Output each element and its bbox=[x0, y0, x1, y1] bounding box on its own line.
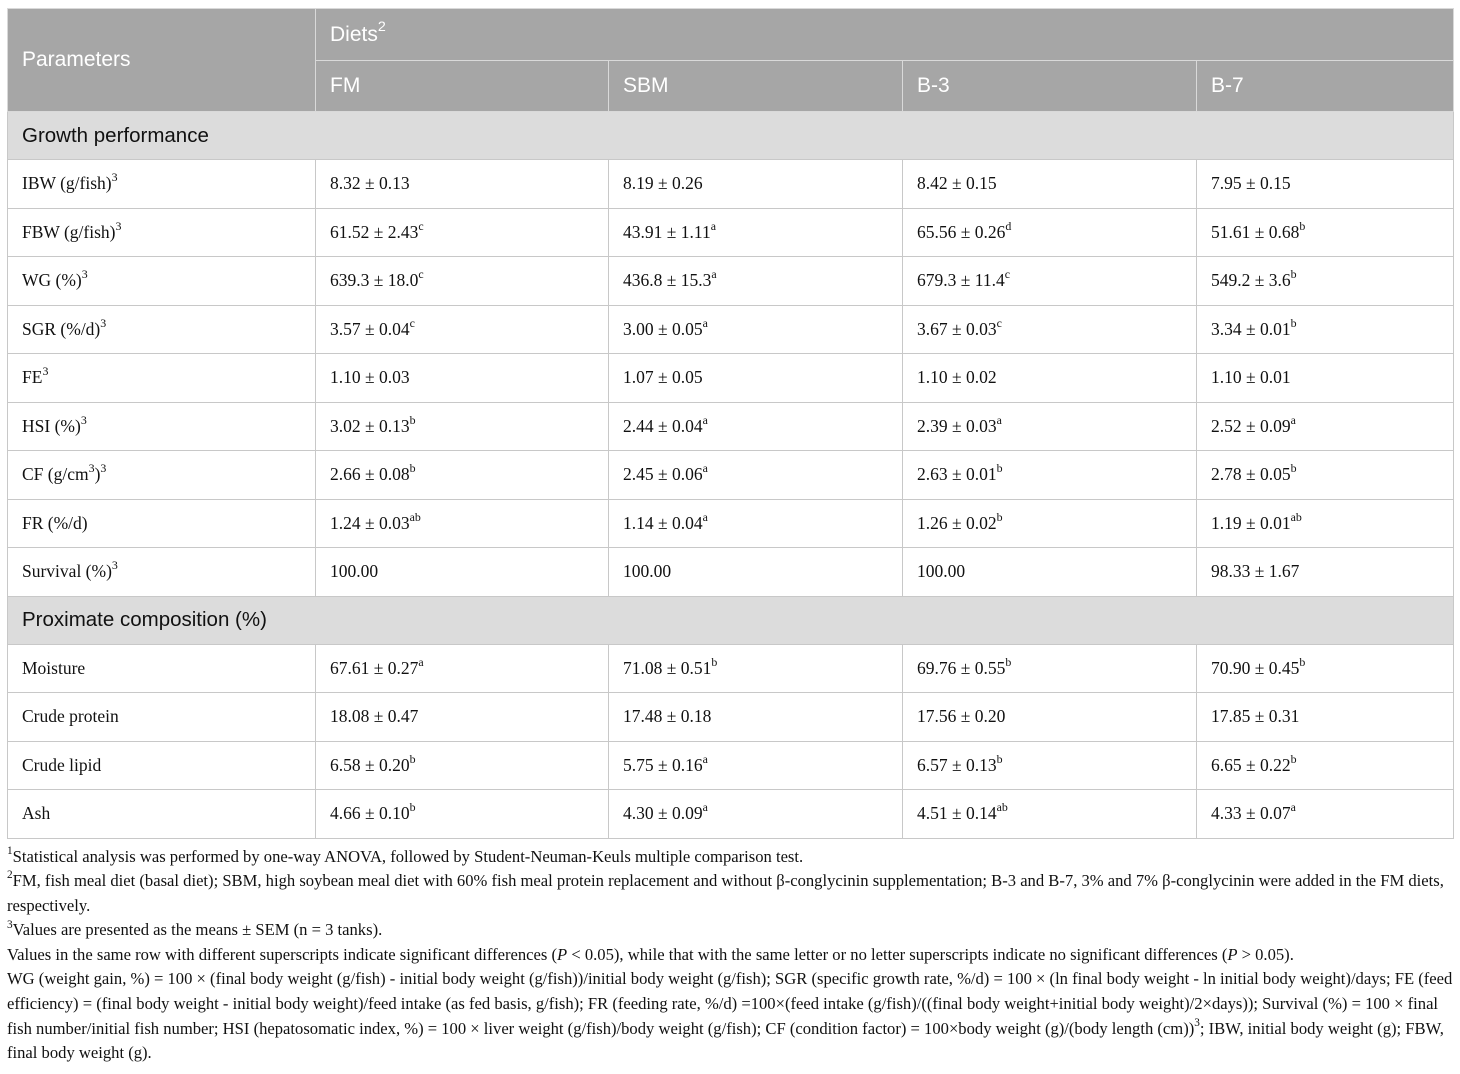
table-cell: 18.08 ± 0.47 bbox=[316, 693, 609, 742]
row-label: FBW (g/fish)$^3$ bbox=[8, 208, 316, 257]
row-label: $FE^3$ bbox=[8, 354, 316, 403]
table-row bbox=[8, 741, 1454, 790]
row-label: FR (%/d) bbox=[8, 499, 316, 548]
table-cell: 8.42 ± 0.15 bbox=[903, 160, 1197, 209]
table-row bbox=[8, 160, 1454, 209]
table-cell: 2.39 ± 0.03$^a$ bbox=[903, 402, 1197, 451]
table-cell: 2.63 ± 0.01$^b$ bbox=[903, 451, 1197, 500]
footnote-2: $^2$FM, fish meal diet (basal diet); SBM, high soybean meal diet with 60% fish meal protein replacement and without β-conglycinin supplementation; B-3 and B-7, 3% and 7% β-conglycinin were added in the FM diets, respectively. bbox=[7, 869, 1444, 915]
table-cell: 51.61 ± 0.68$^b$ bbox=[1197, 208, 1454, 257]
table-cell: 2.78 ± 0.05$^b$ bbox=[1197, 451, 1454, 500]
table-cell: 4.66 ± 0.10$^b$ bbox=[316, 790, 609, 839]
table-cell: 70.90 ± 0.45$^b$ bbox=[1197, 644, 1454, 693]
footnote-3: $^3$Values are presented as the means ± SEM (n = 3 tanks). bbox=[7, 918, 383, 940]
table-cell: 65.56 ± 0.26$^d$ bbox=[903, 208, 1197, 257]
table-cell: 1.26 ± 0.02$^b$ bbox=[903, 499, 1197, 548]
row-label: Crude lipid bbox=[8, 741, 316, 790]
results-table bbox=[7, 8, 1454, 839]
table-cell: 4.51 ± 0.14$^{ab}$ bbox=[903, 790, 1197, 839]
table-cell: 2.45 ± 0.06$^a$ bbox=[609, 451, 903, 500]
table-row bbox=[8, 644, 1454, 693]
row-label: HSI (%)$^3$ bbox=[8, 402, 316, 451]
footnote-significance: Values in the same row with different superscripts indicate significant differences (P < 0.05), while that with the same letter or no letter superscripts indicate no significant differences (P > 0.05). bbox=[7, 944, 1294, 964]
table-cell: 2.52 ± 0.09$^a$ bbox=[1197, 402, 1454, 451]
table-cell: 549.2 ± 3.6$^b$ bbox=[1197, 257, 1454, 306]
table-cell: 8.19 ± 0.26 bbox=[609, 160, 903, 209]
row-label: IBW (g/fish)$^3$ bbox=[8, 160, 316, 209]
table-row bbox=[8, 257, 1454, 306]
table-row bbox=[8, 451, 1454, 500]
table-row bbox=[8, 208, 1454, 257]
table-cell: 43.91 ± 1.11$^a$ bbox=[609, 208, 903, 257]
column-header-fm: FM bbox=[316, 61, 609, 112]
table-cell: 3.34 ± 0.01$^b$ bbox=[1197, 305, 1454, 354]
table-container bbox=[7, 8, 1453, 1066]
row-label: CF $(g/cm^3)^3$ bbox=[8, 451, 316, 500]
table-row bbox=[8, 548, 1454, 597]
table-cell: 17.85 ± 0.31 bbox=[1197, 693, 1454, 742]
parameters-header: Parameters bbox=[8, 9, 316, 112]
row-label: WG (%)$^3$ bbox=[8, 257, 316, 306]
table-cell: 3.00 ± 0.05$^a$ bbox=[609, 305, 903, 354]
table-cell: 98.33 ± 1.67 bbox=[1197, 548, 1454, 597]
table-cell: 1.24 ± 0.03$^{ab}$ bbox=[316, 499, 609, 548]
table-cell: 3.02 ± 0.13$^b$ bbox=[316, 402, 609, 451]
table-cell: 1.10 ± 0.02 bbox=[903, 354, 1197, 403]
table-cell: 4.30 ± 0.09$^a$ bbox=[609, 790, 903, 839]
table-cell: 1.19 ± 0.01$^{ab}$ bbox=[1197, 499, 1454, 548]
section-header: Proximate composition (%) bbox=[8, 596, 1454, 644]
row-label: Ash bbox=[8, 790, 316, 839]
table-cell: 6.57 ± 0.13$^b$ bbox=[903, 741, 1197, 790]
table-cell: 5.75 ± 0.16$^a$ bbox=[609, 741, 903, 790]
table-cell: 100.00 bbox=[903, 548, 1197, 597]
table-cell: 71.08 ± 0.51$^b$ bbox=[609, 644, 903, 693]
section-header: Growth performance bbox=[8, 112, 1454, 160]
table-row bbox=[8, 693, 1454, 742]
table-cell: 6.58 ± 0.20$^b$ bbox=[316, 741, 609, 790]
footnote-formulas: WG (weight gain, %) = 100 × (final body weight (g/fish) - initial body weight (g/fish))/initial body weight (g/fish); SGR (specific growth rate, %/d) = 100 × (ln final body weight - ln initial body weight)/days; FE (feed efficiency) = (final body weight - initial body weight)/feed intake (as fed basis, g/fish); FR (feeding rate, %/d) =100×(feed intake (g/fish)/((final body weight+initial body weight)/2×days)); Survival (%) = 100 × final fish number/initial fish number; HSI (hepatosomatic index, %) = 100 × liver weight (g/fish)/body weight (g/fish); CF (condition factor) = 100×body weight (g)/(body length (cm))$^3$; IBW, initial body weight (g); FBW, final body weight (g). bbox=[7, 969, 1453, 1063]
table-row bbox=[8, 354, 1454, 403]
column-header-b3: B-3 bbox=[903, 61, 1197, 112]
table-cell: 67.61 ± 0.27$^a$ bbox=[316, 644, 609, 693]
table-cell: 3.57 ± 0.04$^c$ bbox=[316, 305, 609, 354]
table-cell: 1.07 ± 0.05 bbox=[609, 354, 903, 403]
table-cell: 639.3 ± 18.0$^c$ bbox=[316, 257, 609, 306]
table-cell: 2.66 ± 0.08$^b$ bbox=[316, 451, 609, 500]
row-label: Crude protein bbox=[8, 693, 316, 742]
row-label: Moisture bbox=[8, 644, 316, 693]
diets-header: Diets$^2$ bbox=[316, 9, 1454, 61]
table-row bbox=[8, 790, 1454, 839]
table-row bbox=[8, 402, 1454, 451]
column-header-sbm: SBM bbox=[609, 61, 903, 112]
table-cell: 1.10 ± 0.01 bbox=[1197, 354, 1454, 403]
footnotes bbox=[7, 845, 1453, 1066]
table-cell: 4.33 ± 0.07$^a$ bbox=[1197, 790, 1454, 839]
table-cell: 679.3 ± 11.4$^c$ bbox=[903, 257, 1197, 306]
table-cell: 100.00 bbox=[609, 548, 903, 597]
row-label: SGR $(\%/d)^3$ bbox=[8, 305, 316, 354]
table-cell: 436.8 ± 15.3$^a$ bbox=[609, 257, 903, 306]
table-cell: 17.56 ± 0.20 bbox=[903, 693, 1197, 742]
table-cell: 2.44 ± 0.04$^a$ bbox=[609, 402, 903, 451]
table-row bbox=[8, 499, 1454, 548]
table-cell: 6.65 ± 0.22$^b$ bbox=[1197, 741, 1454, 790]
table-cell: 7.95 ± 0.15 bbox=[1197, 160, 1454, 209]
column-header-b7: B-7 bbox=[1197, 61, 1454, 112]
table-cell: 3.67 ± 0.03$^c$ bbox=[903, 305, 1197, 354]
table-cell: 1.14 ± 0.04$^a$ bbox=[609, 499, 903, 548]
table-cell: 61.52 ± 2.43$^c$ bbox=[316, 208, 609, 257]
table-row bbox=[8, 305, 1454, 354]
table-cell: 69.76 ± 0.55$^b$ bbox=[903, 644, 1197, 693]
footnote-1: $^1$Statistical analysis was performed by one-way ANOVA, followed by Student-Neuman-Keuls multiple comparison test. bbox=[7, 844, 804, 866]
row-label: Survival (%)$^3$ bbox=[8, 548, 316, 597]
table-cell: 100.00 bbox=[316, 548, 609, 597]
table-cell: 8.32 ± 0.13 bbox=[316, 160, 609, 209]
table-cell: 1.10 ± 0.03 bbox=[316, 354, 609, 403]
table-cell: 17.48 ± 0.18 bbox=[609, 693, 903, 742]
